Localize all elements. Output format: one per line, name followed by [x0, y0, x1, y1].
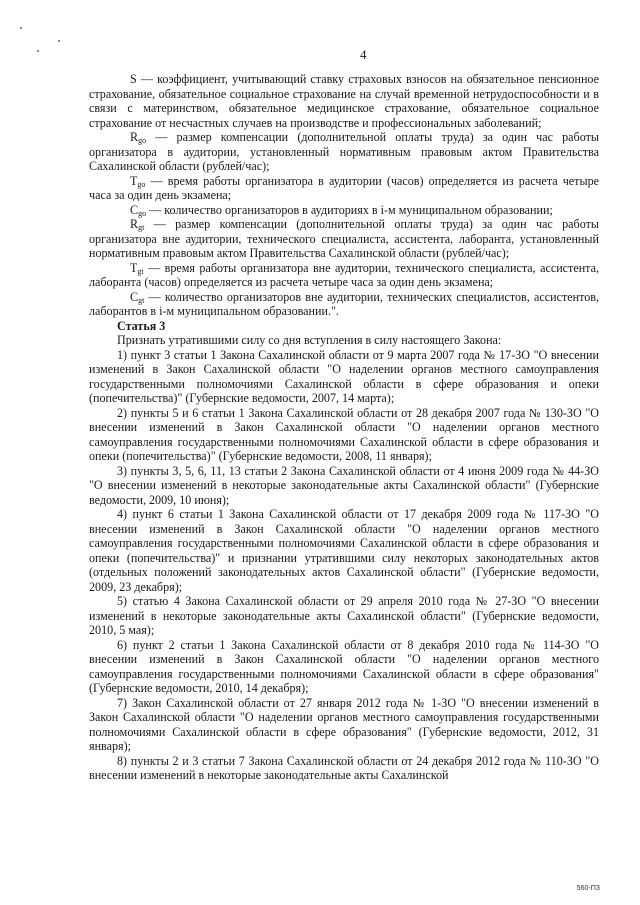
definition-cgt: $C_{gt}$ — количество организаторов вне аудитории, технических специалистов, ассистентов, лаборантов в i-м муниципальном образовании.".: [89, 289, 599, 318]
repeal-item-8: 8) пункты 2 и 3 статьи 7 Закона Сахалинской области от 24 декабря 2012 года № 110-ЗО "О внесении изменений в некоторые законодательные акты Сахалинской: [89, 753, 599, 782]
repeal-item-7: 7) Закон Сахалинской области от 27 января 2012 года № 1-ЗО "О внесении изменений в Закон Сахалинской области "О наделении органов местного самоуправления государственными полномочиями Сахалинской области в сфере образования" (Губернские ведомости, 2012, 31 января);: [89, 695, 599, 753]
repeal-item-4: 4) пункт 6 статьи 1 Закона Сахалинской области от 17 декабря 2009 года № 117-ЗО "О внесении изменений в Закон Сахалинской области "О наделении органов местного самоуправления государственными полномочиями Сахалинской области в сфере образования и опеки (попечительства)" и признании утратившими силу некоторых законодательных актов (отдельных положений законодательных актов Сахалинской области" (Губернские ведомости, 2009, 23 декабря);: [89, 507, 599, 594]
definition-cgo: $C_{go}$ — количество организаторов в аудиториях в i-м муниципальном образовании;: [130, 202, 553, 218]
definition-tgo: $T_{go}$ — время работы организатора в аудитории (часов) определяется из расчета четыре часа за один день экзамена;: [89, 173, 599, 202]
page-number: 4: [360, 47, 367, 62]
definition-tgt: $T_{gt}$ — время работы организатора вне аудитории, технического специалиста, ассистента, лаборанта (часов) определяется из расчета четыре часа за один день экзамена;: [89, 260, 599, 289]
repeal-item-3: 3) пункты 3, 5, 6, 11, 13 статьи 2 Закона Сахалинской области от 4 июня 2009 года № 44-ЗО "О внесении изменений в некоторые законодательные акты Сахалинской области" (Губернские ведомости, 2009, 10 июня);: [89, 463, 599, 507]
repeal-item-5: 5) статью 4 Закона Сахалинской области от 29 апреля 2010 года № 27-ЗО "О внесении изменений в некоторые законодательные акты Сахалинской области" (Губернские ведомости, 2010, 5 мая);: [89, 594, 599, 637]
repeal-item-2: 2) пункты 5 и 6 статьи 1 Закона Сахалинской области от 28 декабря 2007 года № 130-ЗО "О внесении изменений в Закон Сахалинской области "О наделении органов местного самоуправления государственными полномочиями Сахалинской области в сфере образования и опеки (попечительства)" (Губернские ведомости, 2008, 11 января);: [89, 405, 599, 463]
repeal-item-6: 6) пункт 2 статьи 1 Закона Сахалинской области от 8 декабря 2010 года № 114-ЗО "О внесении изменений в Закон Сахалинской области "О наделении органов местного самоуправления государственными полномочиями Сахалинской области в сфере образования" (Губернские ведомости, 2010, 14 декабря);: [89, 637, 599, 695]
article-title: Статья 3: [117, 318, 166, 333]
scan-speck: [58, 40, 60, 42]
document-body: [89, 72, 599, 783]
repeal-item-1: 1) пункт 3 статьи 1 Закона Сахалинской области от 9 марта 2007 года № 17-ЗО "О внесении изменений в Закон Сахалинской области "О наделении органов местного самоуправления государственными полномочиями Сахалинской области в сфере образования и опеки (попечительства)" (Губернские ведомости, 2007, 14 марта);: [89, 347, 599, 405]
definition-rgo: $R_{go}$ — размер компенсации (дополнительной оплаты труда) за один час работы организатора в аудитории, установленный нормативным правовым актом Правительства Сахалинской области (рублей/час);: [89, 130, 599, 173]
definition-rgt: $R_{gt}$ — размер компенсации (дополнительной оплаты труда) за один час работы организатора вне аудитории, технического специалиста, ассистента, лаборанта, установленный нормативным правовым актом Правительства Сахалинской области (рублей/час);: [89, 217, 599, 260]
footer-code: 560-ПЗ: [576, 885, 600, 892]
definition-s: S — коэффициент, учитывающий ставку страховых взносов на обязательное пенсионное страхование, обязательное социальное страхование на случай временной нетрудоспособности и в связи с материнством, обязательное медицинское страхование, обязательное социальное страхование от несчастных случаев на производстве и профессиональных заболеваний;: [89, 72, 599, 130]
scan-speck: [37, 50, 39, 52]
scan-speck: [20, 27, 22, 29]
article-intro: Признать утратившими силу со дня вступления в силу настоящего Закона:: [117, 333, 502, 347]
